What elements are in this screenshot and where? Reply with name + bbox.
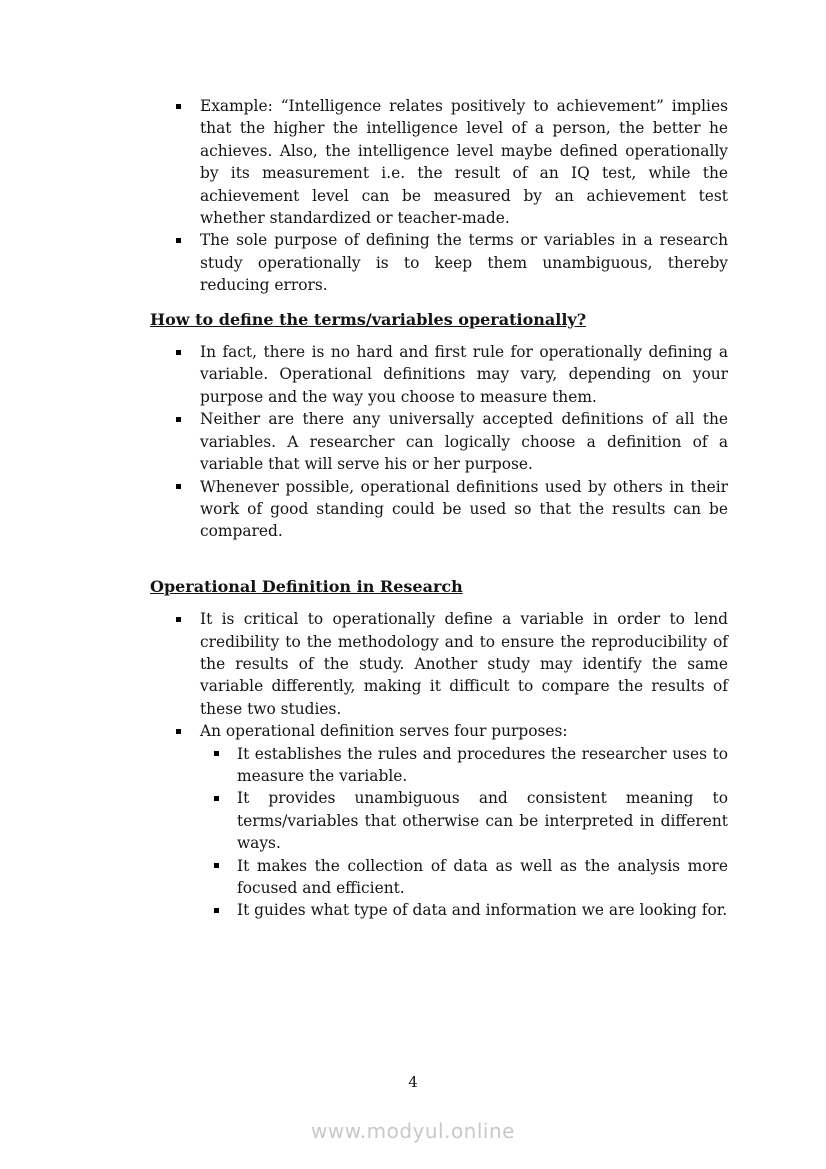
list-item	[150, 229, 728, 296]
bullet-square-icon	[214, 863, 219, 868]
bullet-square-icon	[176, 417, 181, 422]
list-item	[150, 408, 728, 475]
list-item-text: Example: “Intelligence relates positively to achievement” implies that the higher the intelligence level of a person, the better he achieves. Also, the intelligence level maybe defined operationally by its measurement i.e. the result of an IQ test, while the achievement level can be measured by an achievement test whether standardized or teacher-made.	[200, 97, 728, 228]
list-item	[150, 476, 728, 543]
list-item-text: It establishes the rules and procedures the researcher uses to measure the variable.	[237, 744, 728, 785]
bullet-square-icon	[176, 350, 181, 355]
bullet-square-icon	[176, 484, 181, 489]
section-heading-operational-definition: Operational Definition in Research	[150, 576, 463, 596]
list-item	[150, 787, 728, 854]
list-item-text: It makes the collection of data as well as the analysis more focused and efficient.	[237, 856, 728, 897]
page-number: 4	[408, 1073, 418, 1091]
bullet-square-icon	[214, 796, 219, 801]
bullet-square-icon	[176, 729, 181, 734]
bullet-sublist-four-purposes	[150, 743, 728, 922]
list-item	[150, 608, 728, 720]
watermark: www.modyul.online	[311, 1119, 515, 1143]
list-item-text: In fact, there is no hard and first rule for operationally defining a variable. Operational definitions may vary, depending on your purpose and the way you choose to measure them.	[200, 343, 728, 406]
section-heading-how-to-define: How to define the terms/variables operationally?	[150, 309, 587, 329]
list-item-text: It guides what type of data and information we are looking for.	[237, 901, 728, 920]
bullet-list-how-to-define	[150, 341, 728, 543]
list-item-text: Neither are there any universally accepted definitions of all the variables. A researcher can logically choose a definition of a variable that will serve his or her purpose.	[200, 410, 728, 474]
bullet-list-operational-definition	[150, 608, 728, 742]
list-item	[150, 743, 728, 788]
bullet-square-icon	[214, 908, 219, 913]
bullet-square-icon	[214, 751, 219, 756]
list-item	[150, 720, 728, 742]
list-item-text: The sole purpose of defining the terms or variables in a research study operationally is to keep them unambiguous, thereby reducing errors.	[200, 231, 728, 295]
bullet-square-icon	[176, 617, 181, 622]
list-item	[150, 341, 728, 408]
bullet-list-intro	[150, 95, 728, 297]
list-item-text: It is critical to operationally define a variable in order to lend credibility to the methodology and to ensure the reproducibility of the results of the study. Another study may identify the same variable differently, making it difficult to compare the results of these two studies.	[200, 610, 728, 718]
bullet-square-icon	[176, 238, 181, 243]
list-item	[150, 899, 728, 921]
list-item	[150, 855, 728, 900]
page-content	[150, 95, 728, 922]
list-item-text: It provides unambiguous and consistent meaning to terms/variables that otherwise can be interpreted in different ways.	[237, 789, 728, 853]
list-item-text: Whenever possible, operational definitions used by others in their work of good standing could be used so that the results can be compared.	[200, 477, 728, 541]
list-item-text: An operational definition serves four purposes:	[200, 722, 568, 741]
list-item	[150, 95, 728, 229]
bullet-square-icon	[176, 104, 181, 109]
